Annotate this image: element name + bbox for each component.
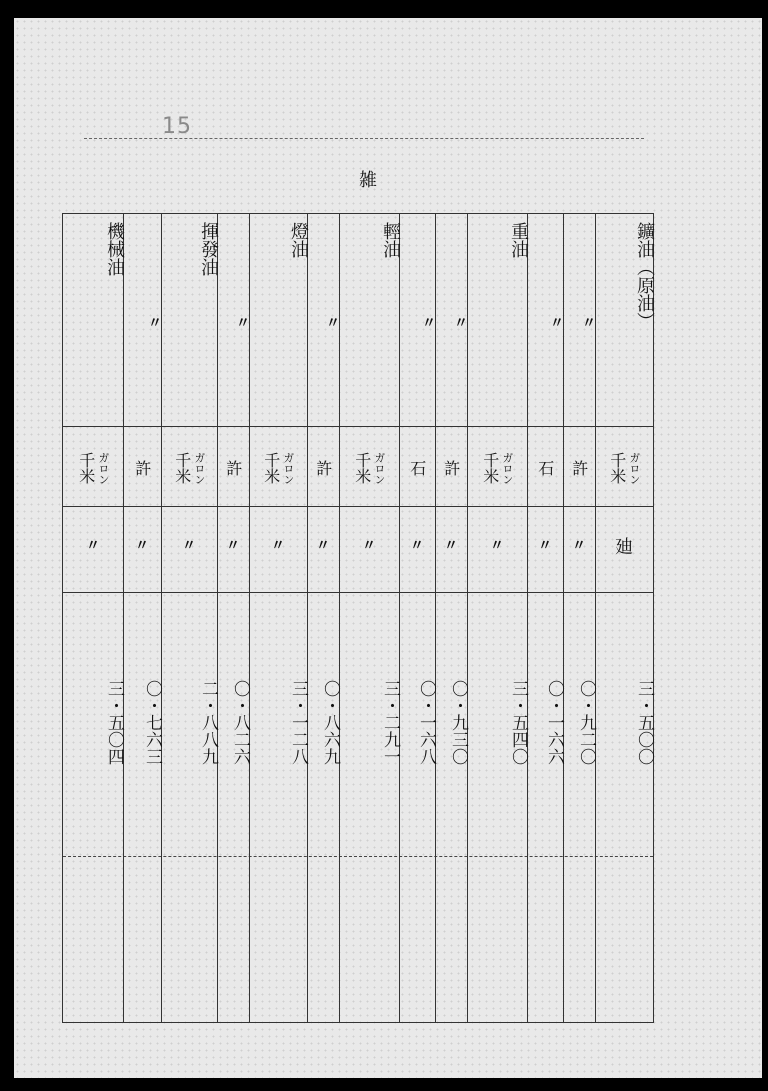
section-title: 雑 xyxy=(359,170,377,191)
unit-label: 許 xyxy=(441,460,461,476)
ditto-mark: 〃 xyxy=(324,315,340,329)
lower-divider xyxy=(63,856,653,857)
product-name: 燈油 xyxy=(288,222,309,258)
header-divider xyxy=(63,426,653,427)
unit-cell xyxy=(527,436,563,500)
unit-sublabel: ガロン xyxy=(500,451,514,485)
product-name: 重油 xyxy=(508,222,529,258)
unit-cell xyxy=(339,436,399,500)
ditto-mark: 〃 xyxy=(538,538,552,554)
document-page xyxy=(14,18,762,1078)
unit-cell xyxy=(595,436,653,500)
ditto-mark: 〃 xyxy=(226,538,240,554)
ditto-mark: 〃 xyxy=(572,538,586,554)
ditto-mark: 〃 xyxy=(182,538,196,554)
remark-divider xyxy=(63,592,653,593)
ditto-mark: 〃 xyxy=(548,315,564,329)
ditto-mark: 〃 xyxy=(316,538,330,554)
ditto-mark: 〃 xyxy=(420,315,436,329)
ditto-mark: 〃 xyxy=(234,315,250,329)
ditto-mark: 〃 xyxy=(444,538,458,554)
unit-cell xyxy=(63,436,123,500)
ditto-mark: 〃 xyxy=(271,538,285,554)
value-cell: 〇・一六八 xyxy=(416,679,436,765)
unit-label: 千米 xyxy=(172,452,192,484)
top-rule xyxy=(84,138,644,139)
ditto-mark: 〃 xyxy=(86,538,100,554)
page-number: 15 xyxy=(162,114,192,139)
unit-cell xyxy=(399,436,435,500)
unit-label: 千米 xyxy=(352,452,372,484)
unit-cell xyxy=(563,436,595,500)
unit-divider xyxy=(63,506,653,507)
unit-sublabel: ガロン xyxy=(96,451,110,485)
unit-label: 石 xyxy=(407,460,427,476)
value-cell: 三・五〇〇 xyxy=(634,679,654,765)
unit-label: 千米 xyxy=(261,452,281,484)
unit-label: 千米 xyxy=(607,452,627,484)
unit-sublabel: ガロン xyxy=(627,451,641,485)
unit-cell xyxy=(307,436,339,500)
ditto-mark: 〃 xyxy=(146,315,162,329)
value-cell: 〇・九二〇 xyxy=(576,679,596,765)
value-cell: 三・五〇四 xyxy=(104,679,124,765)
unit-label: 千米 xyxy=(480,452,500,484)
ledger-table xyxy=(62,213,654,1023)
ditto-mark: 〃 xyxy=(362,538,376,554)
value-cell: 〇・九三〇 xyxy=(448,679,468,765)
ditto-mark: 〃 xyxy=(580,315,596,329)
unit-sublabel: ガロン xyxy=(192,451,206,485)
product-name: 揮發油 xyxy=(198,222,219,276)
product-name: 輕油 xyxy=(380,222,401,258)
unit-label: 石 xyxy=(535,460,555,476)
unit-label: 許 xyxy=(313,460,333,476)
unit-sublabel: ガロン xyxy=(372,451,386,485)
unit-cell xyxy=(467,436,527,500)
remark-label: 廸 xyxy=(615,537,633,558)
value-cell: 〇・八六九 xyxy=(320,679,340,765)
product-name: 機械油 xyxy=(104,222,125,276)
value-cell: 三・一二八 xyxy=(288,679,308,765)
unit-cell xyxy=(249,436,307,500)
unit-label: 許 xyxy=(132,460,152,476)
unit-sublabel: ガロン xyxy=(281,451,295,485)
unit-label: 許 xyxy=(223,460,243,476)
unit-label: 千米 xyxy=(76,452,96,484)
ditto-mark: 〃 xyxy=(135,538,149,554)
value-cell: 〇・七六三 xyxy=(142,679,162,765)
product-name: 鑛油（原油） xyxy=(634,222,655,330)
ditto-mark: 〃 xyxy=(452,315,468,329)
value-cell: 〇・八二六 xyxy=(230,679,250,765)
unit-cell xyxy=(435,436,467,500)
unit-cell xyxy=(161,436,217,500)
value-cell: 二・八八九 xyxy=(198,679,218,765)
value-cell: 三・二九一 xyxy=(380,679,400,765)
value-cell: 三・五四〇 xyxy=(508,679,528,765)
unit-cell xyxy=(123,436,161,500)
ditto-mark: 〃 xyxy=(410,538,424,554)
value-cell: 〇・一六六 xyxy=(544,679,564,765)
ditto-mark: 〃 xyxy=(490,538,504,554)
unit-label: 許 xyxy=(569,460,589,476)
unit-cell xyxy=(217,436,249,500)
